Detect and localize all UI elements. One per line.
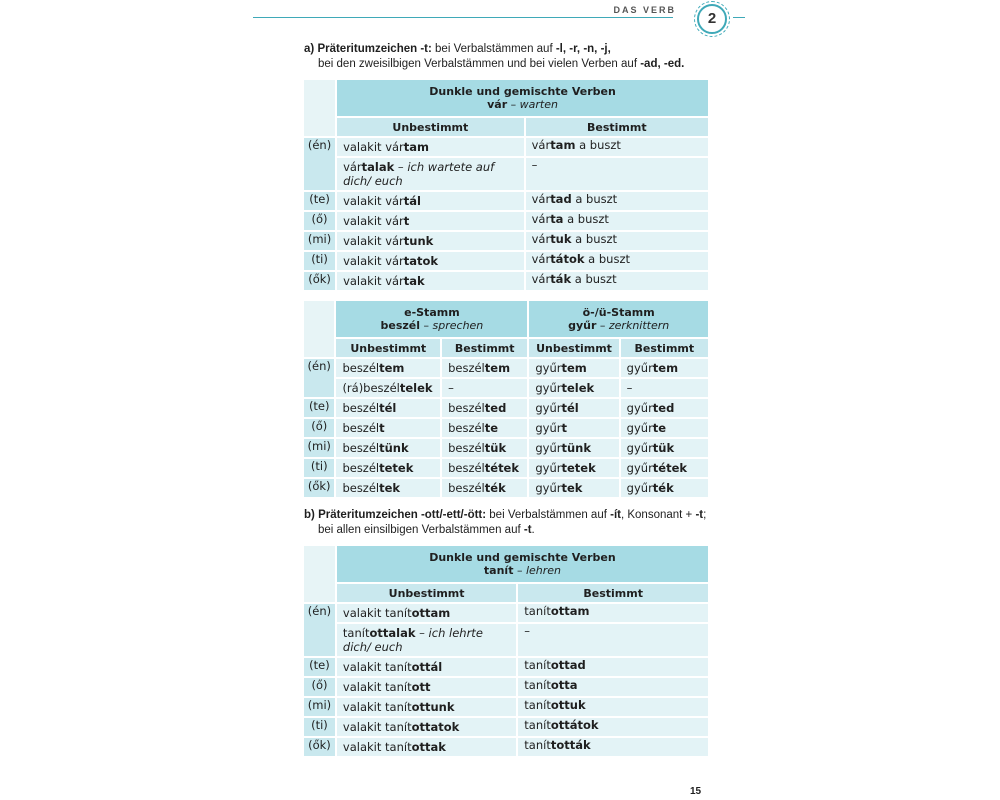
section-a-text2: bei den zweisilbigen Verbalstämmen und bei vielen Verben auf — [318, 58, 641, 70]
ending-text: tem — [379, 361, 405, 375]
stem-text: gyűr — [626, 481, 653, 495]
table-row — [304, 459, 708, 477]
pronoun-cell — [304, 698, 335, 716]
ending-text: ottalak — [369, 626, 416, 640]
ending-text: ottad — [550, 658, 586, 672]
ending-text: tak — [403, 274, 425, 288]
stem-text: valakit tanít — [342, 680, 412, 694]
ending-text: otta — [550, 678, 578, 692]
ending-text: tünk — [561, 441, 591, 455]
stem-text: gyűr — [626, 421, 653, 435]
ending-text: tem — [484, 361, 511, 375]
ending-text: ted — [484, 401, 507, 415]
ending-text: tetek — [561, 461, 596, 475]
table-row — [304, 212, 708, 230]
object-text: a buszt — [571, 192, 618, 206]
group-e-title: e-Stamm — [404, 306, 460, 319]
section-a-text1: bei Verbalstämmen auf — [431, 43, 556, 55]
pronoun-label: (te) — [309, 658, 330, 672]
pronoun-label: (te) — [309, 192, 330, 206]
ending-text: t — [403, 214, 410, 228]
ending-text: ottunk — [411, 700, 455, 714]
conjugation-cell — [442, 399, 527, 417]
table-row — [304, 158, 708, 190]
pronoun-label: (ti) — [310, 459, 328, 473]
ending-text: ték — [652, 481, 674, 495]
pronoun-label: (ti) — [311, 718, 328, 732]
col-bestimmt: Bestimmt — [518, 584, 708, 602]
ending-text: tam — [403, 140, 430, 154]
stem-text: (rá)beszél — [342, 381, 400, 395]
table-corner — [304, 80, 335, 136]
pronoun-label: (ők) — [308, 272, 331, 286]
section-b-text1b: , Konsonant + — [620, 509, 696, 521]
pronoun-cell — [304, 419, 334, 437]
ending-text: tek — [561, 481, 583, 495]
stem-text: tanít — [524, 718, 551, 732]
stem-text: valakit vár — [343, 254, 404, 268]
pronoun-label: (mi) — [307, 698, 332, 712]
conjugation-cell — [621, 479, 708, 497]
table-row — [304, 272, 708, 290]
bestimmt-cell — [518, 624, 708, 656]
table-row — [304, 232, 708, 250]
pronoun-cell — [304, 359, 334, 397]
section-b-e1: -ít — [610, 509, 621, 521]
bestimmt-cell — [526, 272, 708, 290]
unbestimmt-cell — [337, 698, 516, 716]
unbestimmt-cell — [337, 272, 524, 290]
group-ou-title: ö-/ü-Stamm — [582, 306, 655, 319]
bestimmt-cell — [526, 232, 708, 250]
stem-text: valakit vár — [343, 140, 404, 154]
pronoun-label: (ők) — [307, 479, 331, 493]
pronoun-cell — [304, 212, 335, 230]
section-a-text — [304, 42, 684, 72]
stem-text: gyűr — [626, 401, 653, 415]
stem-text: beszél — [448, 481, 485, 495]
pronoun-cell — [304, 252, 335, 270]
ending-text: tél — [561, 401, 579, 415]
stem-text: beszél — [342, 481, 380, 495]
table-row — [304, 658, 708, 676]
ending-text: tátok — [550, 252, 585, 266]
col-unbestimmt: Unbestimmt — [337, 584, 516, 602]
unbestimmt-cell — [337, 158, 524, 190]
page-number: 15 — [690, 786, 702, 797]
pronoun-label: (én) — [307, 138, 332, 152]
ending-text: telek — [399, 381, 433, 395]
table-row — [304, 419, 708, 437]
col-bestimmt: Bestimmt — [621, 339, 708, 357]
table-tanit — [302, 544, 710, 758]
conjugation-cell — [442, 459, 527, 477]
stem-text: gyűr — [626, 361, 653, 375]
group-ou-gloss: zerknittern — [608, 319, 670, 332]
ending-text: ta — [550, 212, 564, 226]
conjugation-cell — [442, 419, 527, 437]
conjugation-cell — [336, 399, 440, 417]
table-row — [304, 624, 708, 656]
stem-text: tanít — [524, 698, 551, 712]
section-b-text — [304, 508, 706, 538]
table-corner — [304, 301, 334, 357]
object-text: a buszt — [571, 272, 617, 286]
pronoun-label: (én) — [307, 359, 331, 373]
object-text: a buszt — [563, 212, 609, 226]
conjugation-cell — [336, 439, 440, 457]
stem-text: beszél — [448, 421, 485, 435]
stem-text: tanít — [342, 626, 370, 640]
table-verb: vár — [487, 98, 508, 111]
object-text: a buszt — [584, 252, 630, 266]
section-a-label: a) — [304, 43, 315, 55]
stem-text: valakit vár — [343, 214, 404, 228]
table-title-text: Dunkle und gemischte Verben — [429, 85, 616, 98]
stem-text: valakit tanít — [342, 660, 412, 674]
ending-text: tünk — [379, 441, 409, 455]
table-gloss: warten — [519, 98, 558, 111]
stem-text: beszél — [342, 401, 380, 415]
stem-text: gyűr — [535, 401, 562, 415]
unbestimmt-cell — [337, 738, 516, 756]
translation-note: – ich wartete auf dich/ euch — [343, 160, 495, 188]
conjugation-cell — [442, 479, 527, 497]
table-row — [304, 718, 708, 736]
stem-text: vár — [343, 160, 362, 174]
header-rule-right — [733, 17, 745, 18]
conjugation-cell — [336, 379, 440, 397]
conjugation-cell — [336, 419, 440, 437]
ending-text: tétek — [652, 461, 688, 475]
pronoun-cell — [304, 138, 335, 190]
object-text: a buszt — [571, 232, 618, 246]
stem-text: gyűr — [626, 441, 653, 455]
unbestimmt-cell — [337, 212, 524, 230]
table-corner — [304, 546, 335, 602]
section-b-title: Präteritumzeichen -ott/-ett/-ött: — [318, 509, 487, 521]
bestimmt-cell — [518, 658, 708, 676]
conjugation-cell — [442, 439, 527, 457]
section-a-endings2: -ad, -ed. — [640, 58, 685, 70]
group-e-gloss: sprechen — [432, 319, 484, 332]
unbestimmt-cell — [337, 718, 516, 736]
ending-text: ták — [550, 272, 572, 286]
stem-text: valakit vár — [343, 194, 404, 208]
stem-text: vár — [531, 232, 551, 246]
bestimmt-cell — [518, 718, 708, 736]
stem-text: gyűr — [535, 361, 562, 375]
ending-text: ték — [484, 481, 506, 495]
running-head: DAS VERB — [613, 5, 676, 15]
section-b-text1: bei Verbalstämmen auf — [486, 509, 611, 521]
stem-text: gyűr — [535, 441, 562, 455]
unbestimmt-cell — [337, 604, 516, 622]
section-b-text1c: ; — [703, 509, 707, 521]
pronoun-label: (te) — [308, 399, 330, 413]
conjugation-cell — [529, 359, 618, 377]
stem-text: valakit vár — [343, 274, 404, 288]
ending-text: tem — [652, 361, 679, 375]
ending-text: tunk — [403, 234, 434, 248]
pronoun-cell — [304, 232, 335, 250]
stem-text: vár — [531, 252, 551, 266]
unbestimmt-cell — [337, 232, 524, 250]
conjugation-cell — [336, 479, 440, 497]
unbestimmt-cell — [337, 678, 516, 696]
translation-note: – ich lehrte dich/ euch — [342, 626, 483, 654]
table-row — [304, 192, 708, 210]
ending-text: ottatok — [411, 720, 460, 734]
pronoun-cell — [304, 399, 334, 417]
pronoun-cell — [304, 439, 334, 457]
stem-text: gyűr — [626, 461, 653, 475]
ending-text: ottátok — [550, 718, 599, 732]
ending-text: talak — [361, 160, 395, 174]
stem-text: – — [531, 158, 538, 172]
table-row — [304, 678, 708, 696]
stem-text: gyűr — [535, 481, 562, 495]
conjugation-cell — [529, 399, 618, 417]
bestimmt-cell — [526, 252, 708, 270]
col-unbestimmt: Unbestimmt — [336, 339, 440, 357]
ending-text: ted — [652, 401, 675, 415]
pronoun-label: (mi) — [307, 232, 332, 246]
bestimmt-cell — [526, 192, 708, 210]
pronoun-cell — [304, 658, 335, 676]
pronoun-cell — [304, 738, 335, 756]
conjugation-cell — [442, 379, 527, 397]
conjugation-cell — [336, 359, 440, 377]
section-a-endings1: -l, -r, -n, -j, — [555, 43, 611, 55]
unbestimmt-cell — [337, 252, 524, 270]
ending-text: tatok — [403, 254, 439, 268]
pronoun-cell — [304, 718, 335, 736]
pronoun-label: (ti) — [311, 252, 328, 266]
ending-text: ottuk — [550, 698, 586, 712]
bestimmt-cell — [526, 158, 708, 190]
stem-text: valakit tanít — [342, 740, 412, 754]
stem-text: gyűr — [535, 381, 562, 395]
group-o-u-stamm: ö-/ü-Stamm gyűr – zerknittern — [529, 301, 708, 337]
table-row — [304, 252, 708, 270]
section-b-text2b: . — [531, 524, 535, 536]
pronoun-label: (ő) — [311, 419, 328, 433]
section-b-e3: -t — [523, 524, 532, 536]
table-row — [304, 399, 708, 417]
stem-text: beszél — [448, 461, 485, 475]
col-unbestimmt: Unbestimmt — [529, 339, 618, 357]
stem-text: tanít — [524, 678, 551, 692]
unbestimmt-cell — [337, 138, 524, 156]
stem-text: beszél — [342, 361, 380, 375]
pronoun-cell — [304, 604, 335, 656]
pronoun-label: (én) — [307, 604, 332, 618]
stem-text: vár — [531, 192, 551, 206]
table-row — [304, 698, 708, 716]
table-title: Dunkle und gemischte Verben vár – warten — [337, 80, 708, 116]
group-e-stamm: e-Stamm beszél – sprechen — [336, 301, 527, 337]
ending-text: tem — [561, 361, 587, 375]
pronoun-label: (ő) — [311, 678, 328, 692]
conjugation-cell — [529, 439, 618, 457]
conjugation-cell — [529, 419, 618, 437]
unbestimmt-cell — [337, 658, 516, 676]
table-beszel-gyur — [302, 299, 710, 499]
stem-text: tanít — [524, 658, 551, 672]
ending-text: tétek — [484, 461, 520, 475]
ending-text: tál — [403, 194, 421, 208]
conjugation-cell — [621, 439, 708, 457]
stem-text: tanít — [524, 738, 551, 752]
pronoun-label: (ő) — [311, 212, 328, 226]
table-row — [304, 479, 708, 497]
conjugation-cell — [621, 399, 708, 417]
col-bestimmt: Bestimmt — [442, 339, 527, 357]
ending-text: tuk — [550, 232, 572, 246]
stem-text: valakit tanít — [342, 720, 412, 734]
unbestimmt-cell — [337, 624, 516, 656]
stem-text: beszél — [448, 401, 485, 415]
ending-text: ottak — [411, 740, 446, 754]
pronoun-label: (mi) — [307, 439, 331, 453]
stem-text: beszél — [342, 441, 380, 455]
pronoun-cell — [304, 272, 335, 290]
ending-text: ottál — [411, 660, 443, 674]
stem-text: – — [626, 381, 633, 395]
table-row — [304, 738, 708, 756]
conjugation-cell — [442, 359, 527, 377]
pronoun-cell — [304, 479, 334, 497]
bestimmt-cell — [518, 678, 708, 696]
section-b-e2: -t — [695, 509, 704, 521]
ending-text: tük — [652, 441, 675, 455]
conjugation-cell — [529, 379, 618, 397]
bestimmt-cell — [526, 138, 708, 156]
bestimmt-cell — [518, 604, 708, 622]
stem-text: vár — [531, 212, 551, 226]
table-var — [302, 78, 710, 292]
pronoun-cell — [304, 459, 334, 477]
ending-text: tek — [379, 481, 401, 495]
table-row — [304, 138, 708, 156]
conjugation-cell — [621, 419, 708, 437]
col-bestimmt: Bestimmt — [526, 118, 708, 136]
ending-text: tetek — [379, 461, 414, 475]
stem-text: beszél — [342, 421, 380, 435]
pronoun-cell — [304, 192, 335, 210]
stem-text: vár — [531, 272, 551, 286]
section-b-text2: bei allen einsilbigen Verbalstämmen auf — [318, 524, 524, 536]
stem-text: – — [448, 381, 454, 395]
bestimmt-cell — [526, 212, 708, 230]
conjugation-cell — [621, 379, 708, 397]
bestimmt-cell — [518, 738, 708, 756]
object-text: a buszt — [575, 138, 621, 152]
ending-text: ottam — [550, 604, 590, 618]
conjugation-cell — [621, 359, 708, 377]
unbestimmt-cell — [337, 192, 524, 210]
chapter-badge: 2 — [697, 4, 727, 34]
stem-text: beszél — [342, 461, 380, 475]
ending-text: t — [379, 421, 385, 435]
table-gloss: lehren — [525, 564, 562, 577]
pronoun-cell — [304, 678, 335, 696]
ending-text: t — [561, 421, 567, 435]
conjugation-cell — [529, 479, 618, 497]
conjugation-cell — [621, 459, 708, 477]
stem-text: valakit tanít — [342, 700, 412, 714]
stem-text: gyűr — [535, 421, 562, 435]
header-rule — [253, 17, 673, 18]
stem-text: vár — [531, 138, 551, 152]
table-row — [304, 604, 708, 622]
group-e-verb: beszél — [380, 319, 421, 332]
table-row — [304, 439, 708, 457]
stem-text: – — [524, 624, 531, 638]
ending-text: tük — [484, 441, 507, 455]
conjugation-cell — [529, 459, 618, 477]
ending-text: tották — [550, 738, 591, 752]
section-b-label: b) — [304, 509, 315, 521]
ending-text: ott — [411, 680, 431, 694]
table-title: Dunkle und gemischte Verben tanít – lehren — [337, 546, 708, 582]
section-a-title: Präteritumzeichen -t: — [317, 43, 432, 55]
ending-text: tél — [379, 401, 397, 415]
table-title-text: Dunkle und gemischte Verben — [429, 551, 616, 564]
stem-text: beszél — [448, 441, 485, 455]
table-verb: tanít — [483, 564, 514, 577]
conjugation-cell — [336, 459, 440, 477]
table-row — [304, 379, 708, 397]
ending-text: ottam — [411, 606, 451, 620]
stem-text: valakit vár — [343, 234, 404, 248]
pronoun-label: (ők) — [308, 738, 331, 752]
ending-text: te — [652, 421, 667, 435]
ending-text: tam — [550, 138, 576, 152]
ending-text: te — [484, 421, 499, 435]
ending-text: tad — [550, 192, 572, 206]
stem-text: beszél — [448, 361, 485, 375]
stem-text: gyűr — [535, 461, 562, 475]
table-row — [304, 359, 708, 377]
stem-text: tanít — [524, 604, 551, 618]
group-ou-verb: gyűr — [568, 319, 597, 332]
col-unbestimmt: Unbestimmt — [337, 118, 524, 136]
stem-text: valakit tanít — [342, 606, 412, 620]
ending-text: telek — [561, 381, 595, 395]
bestimmt-cell — [518, 698, 708, 716]
